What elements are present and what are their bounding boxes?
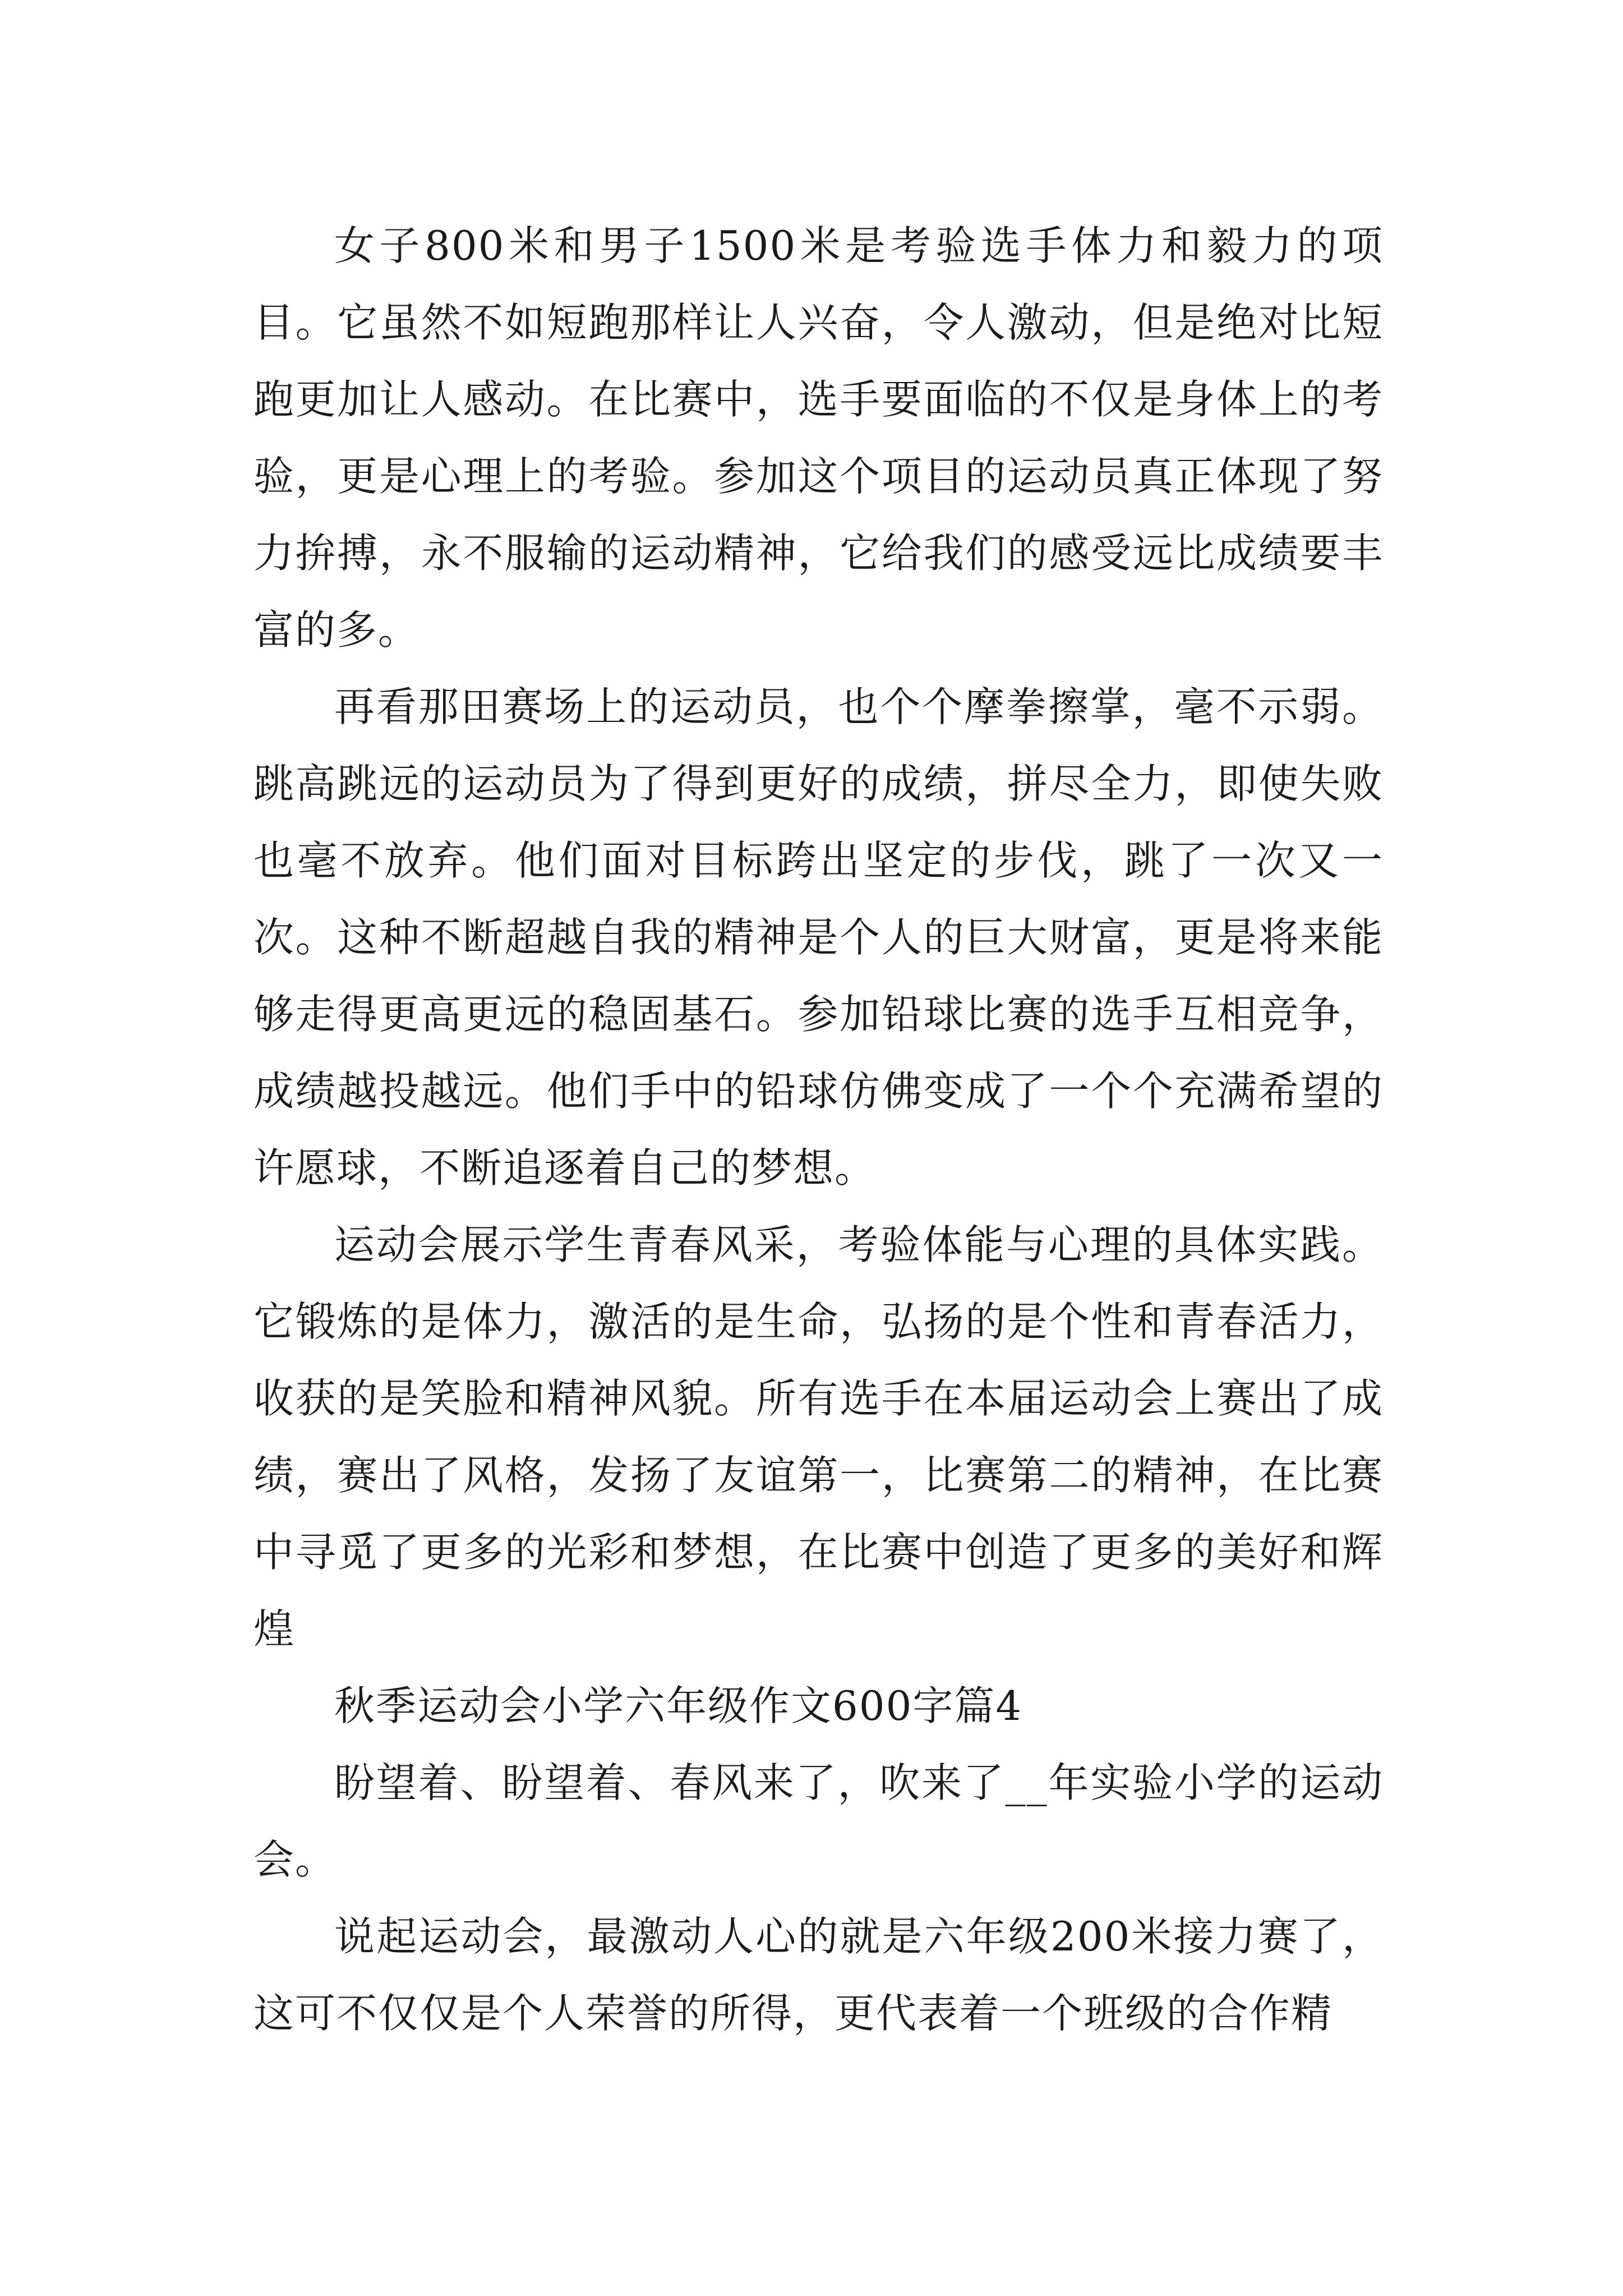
section-title: 秋季运动会小学六年级作文600字篇4 — [334, 1682, 1023, 1729]
paragraph-5: 说起运动会，最激动人心的就是六年级200米接力赛了，这可不仅仅是个人荣誉的所得，更代表着一个班级的合作精 — [253, 1913, 1384, 2037]
paragraph-2: 再看那田赛场上的运动员，也个个摩拳擦掌，毫不示弱。跳高跳远的运动员为了得到更好的成绩，拼尽全力，即使失败也毫不放弃。他们面对目标跨出坚定的步伐，跳了一次又一次。这种不断超越自我的精神是个人的巨大财富，更是将来能够走得更高更远的稳固基石。参加铅球比赛的选手互相竞争，成绩越投越远。他们手中的铅球仿佛变成了一个个充满希望的许愿球，不断追逐着自己的梦想。 — [253, 683, 1384, 1191]
document-body — [253, 208, 1384, 2052]
paragraph-3: 运动会展示学生青春风采，考验体能与心理的具体实践。它锻炼的是体力，激活的是生命，弘扬的是个性和青春活力，收获的是笑脸和精神风貌。所有选手在本届运动会上赛出了成绩，赛出了风格，发扬了友谊第一，比赛第二的精神，在比赛中寻觅了更多的光彩和梦想，在比赛中创造了更多的美好和辉煌 — [253, 1221, 1384, 1653]
paragraph-1: 女子800米和男子1500米是考验选手体力和毅力的项目。它虽然不如短跑那样让人兴奋，令人激动，但是绝对比短跑更加让人感动。在比赛中，选手要面临的不仅是身体上的考验，更是心理上的考验。参加这个项目的运动员真正体现了努力拚搏，永不服输的运动精神，它给我们的感受远比成绩要丰富的多。 — [253, 222, 1384, 654]
paragraph-4: 盼望着、盼望着、春风来了，吹来了__年实验小学的运动会。 — [253, 1759, 1384, 1883]
